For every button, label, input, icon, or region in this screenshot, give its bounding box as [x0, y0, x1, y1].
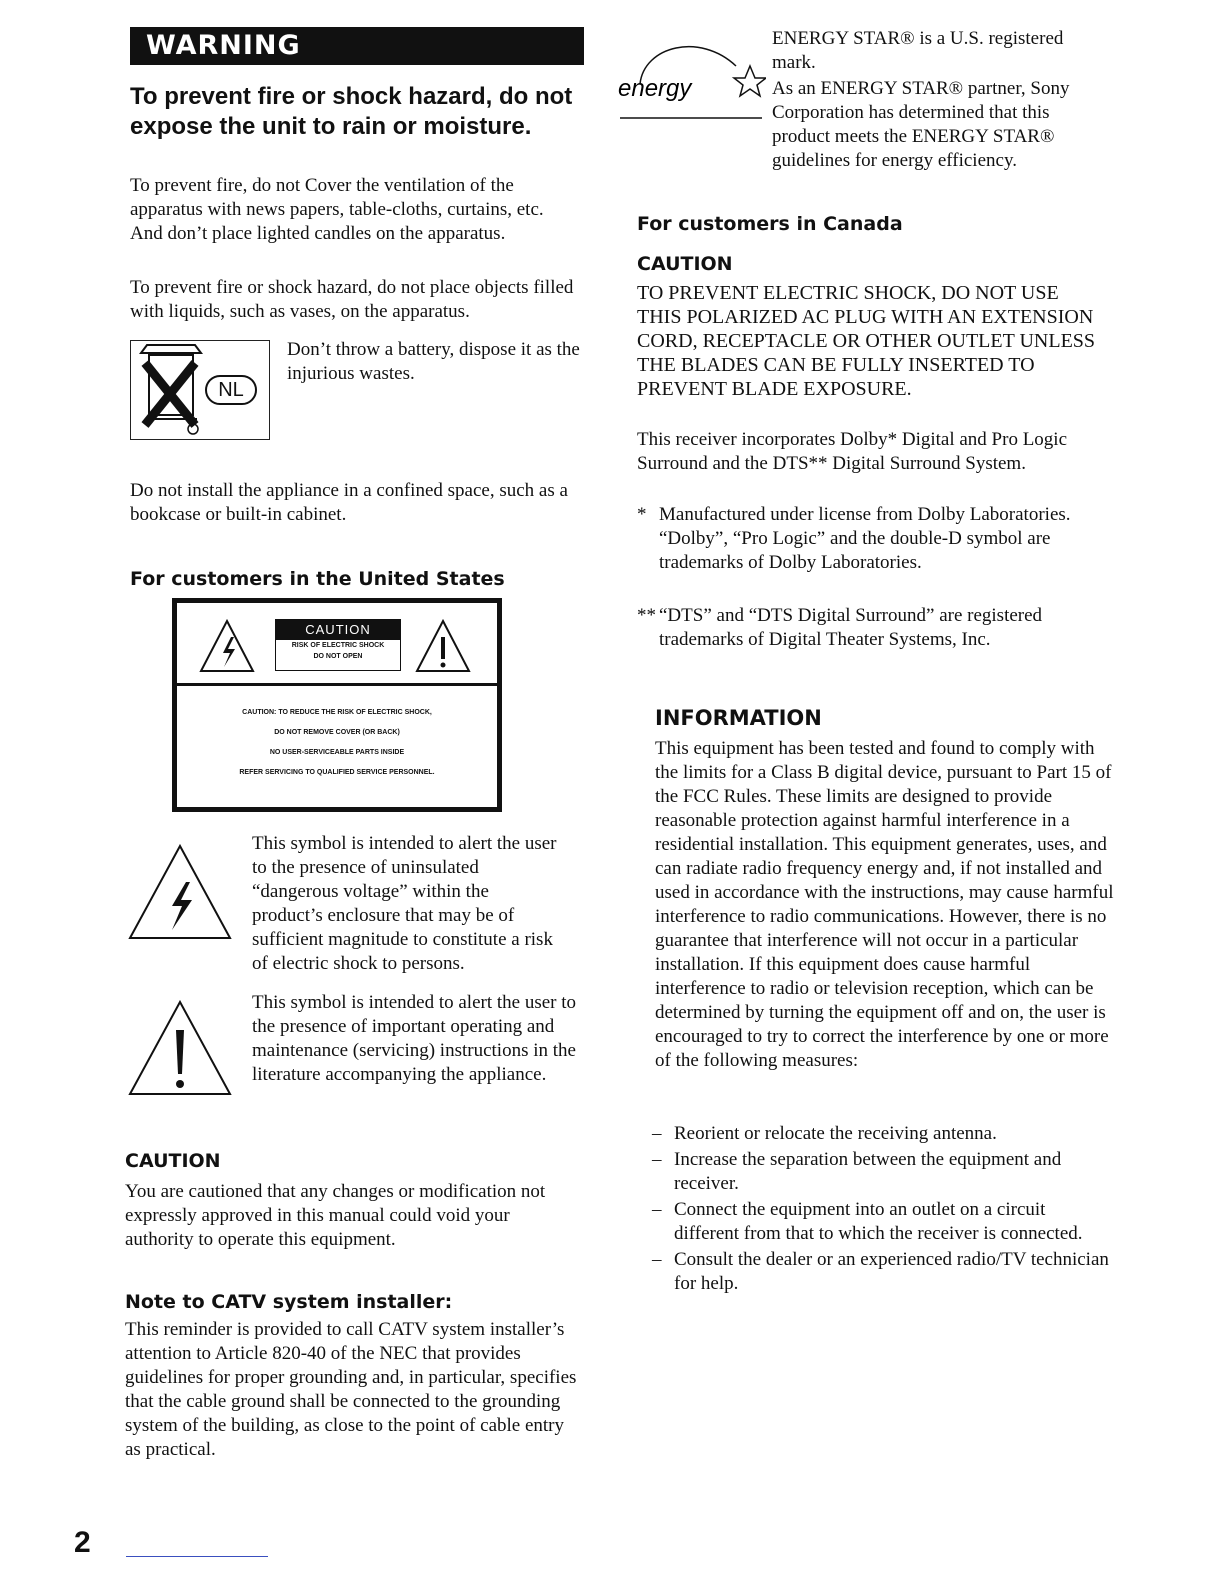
list-marker: – — [652, 1123, 662, 1144]
footnote-marker: * — [637, 504, 647, 525]
install-paragraph: Do not install the appliance in a confined space, such as a bookcase or built-in cabinet. — [130, 480, 568, 525]
list-marker: – — [652, 1249, 662, 1270]
list-text: Increase the separation between the equipment and receiver. — [674, 1149, 1062, 1194]
energy-star-logo — [610, 26, 766, 126]
energy-paragraph-1: ENERGY STAR® is a U.S. registered mark. — [772, 28, 1064, 73]
energy-paragraph-2: As an ENERGY STAR® partner, Sony Corporation has determined that this product meets the ENERGY STAR® guidelines for energy efficiency. — [772, 78, 1070, 171]
list-marker: – — [652, 1149, 662, 1170]
caution-text: You are cautioned that any changes or modification not expressly approved in this manual could void your authority to operate this equipment. — [125, 1181, 546, 1250]
footnote-text-2: “Dolby”, “Pro Logic” and the double-D symbol are trademarks of Dolby Laboratories. — [659, 528, 1051, 573]
battery-disposal-box — [130, 340, 270, 440]
caution-heading: CAUTION — [125, 1150, 221, 1172]
measures-list — [652, 1122, 1112, 1296]
information-heading: INFORMATION — [655, 706, 822, 730]
footnote-dts — [637, 604, 1097, 652]
caution-tag-line2: DO NOT OPEN — [313, 653, 363, 660]
label-line: CAUTION: TO REDUCE THE RISK OF ELECTRIC SHOCK, — [242, 709, 432, 716]
list-item — [652, 1248, 1112, 1296]
warning-headline: To prevent fire or shock hazard, do not expose the unit to rain or moisture. — [130, 83, 573, 140]
caution-tag-title: CAUTION — [276, 620, 400, 640]
page-number: 2 — [74, 1526, 91, 1559]
label-divider — [177, 683, 497, 686]
liquids-paragraph: To prevent fire or shock hazard, do not place objects filled with liquids, such as vases, on the apparatus. — [130, 277, 574, 322]
list-text: Consult the dealer or an experienced radio/TV technician for help. — [674, 1249, 1109, 1294]
lightning-warning-icon — [197, 617, 257, 675]
list-item — [652, 1148, 1112, 1196]
catv-heading: Note to CATV system installer: — [125, 1291, 453, 1313]
dolby-intro: This receiver incorporates Dolby* Digital and Pro Logic Surround and the DTS** Digital Surround System. — [637, 429, 1068, 474]
voltage-symbol-text: This symbol is intended to alert the user to the presence of uninsulated “dangerous voltage” within the product’s enclosure that may be of sufficient magnitude to constitute a risk of electric shock to persons. — [252, 833, 557, 974]
footnote-text: “DTS” and “DTS Digital Surround” are registered trademarks of Digital Theater Systems, Inc. — [659, 605, 1043, 650]
label-text-block — [187, 703, 487, 783]
footer-rule — [126, 1556, 268, 1557]
canada-caution-text: TO PREVENT ELECTRIC SHOCK, DO NOT USE THIS POLARIZED AC PLUG WITH AN EXTENSION CORD, RECEPTACLE OR OTHER OUTLET UNLESS THE BLADES CAN BE FULLY INSERTED TO PREVENT BLADE EXPOSURE. — [637, 282, 1096, 400]
us-heading: For customers in the United States — [130, 568, 505, 590]
canada-heading: For customers in Canada — [637, 213, 903, 235]
caution-label — [172, 598, 502, 812]
footnote-text: Manufactured under license from Dolby Laboratories. — [659, 504, 1071, 525]
label-line: DO NOT REMOVE COVER (OR BACK) — [274, 729, 400, 736]
energy-logo-word: energy — [618, 75, 692, 102]
list-text: Connect the equipment into an outlet on a circuit different from that to which the receiver is connected. — [674, 1199, 1083, 1244]
warning-banner: WARNING — [130, 27, 584, 65]
fire-paragraph: To prevent fire, do not Cover the ventilation of the apparatus with news papers, table-cloths, curtains, etc. And don’t place lighted candles on the apparatus. — [130, 175, 544, 244]
canada-caution-heading: CAUTION — [637, 253, 733, 275]
list-item — [652, 1122, 1112, 1146]
list-marker: – — [652, 1199, 662, 1220]
list-item — [652, 1198, 1112, 1246]
battery-text: Don’t throw a battery, dispose it as the injurious wastes. — [287, 339, 580, 384]
exclaim-symbol-text: This symbol is intended to alert the user to the presence of important operating and maintenance (servicing) instructions in the literature accompanying the appliance. — [252, 992, 577, 1085]
catv-text: This reminder is provided to call CATV system installer’s attention to Article 820-40 of the NEC that provides guidelines for proper grounding and, in particular, specifies that the cable ground shall be connected to the grounding system of the building, as close to the point of cable entry as practical. — [125, 1319, 577, 1460]
label-line: REFER SERVICING TO QUALIFIED SERVICE PERSONNEL. — [239, 769, 435, 776]
nl-badge: NL — [205, 375, 257, 405]
caution-tag-line1: RISK OF ELECTRIC SHOCK — [291, 642, 385, 649]
list-text: Reorient or relocate the receiving antenna. — [674, 1123, 997, 1144]
exclamation-warning-icon — [413, 617, 473, 675]
caution-tag — [275, 619, 401, 671]
information-text: This equipment has been tested and found to comply with the limits for a Class B digital device, pursuant to Part 15 of the FCC Rules. These limits are designed to provide reasonable protection against harmful interference in a residential installation. This equipment generates, uses, and can radiate radio frequency energy and, if not installed and used in accordance with the instructions, may cause harmful interference to radio communications. However, there is no guarantee that interference will not occur in a particular installation. If this equipment does cause harmful interference to radio or television reception, which can be determined by turning the equipment off and on, the user is encouraged to try to correct the interference by one or more of the following measures: — [655, 738, 1114, 1071]
footnote-dolby — [637, 503, 1097, 575]
footnote-marker: ** — [637, 605, 656, 626]
label-line: NO USER-SERVICEABLE PARTS INSIDE — [269, 749, 405, 756]
lightning-triangle-icon — [126, 842, 234, 942]
exclamation-triangle-icon — [126, 998, 234, 1098]
